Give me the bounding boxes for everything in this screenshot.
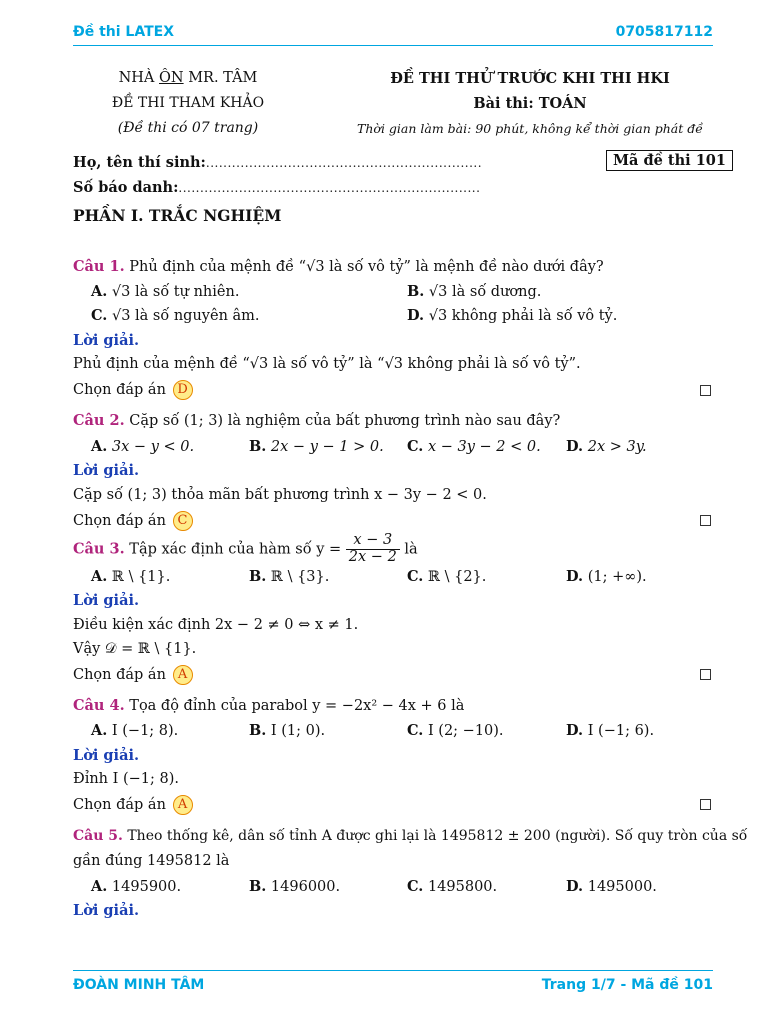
- option-label: D.: [407, 307, 425, 324]
- exam-title: ĐỀ THI THỬ TRƯỚC KHI THI HKI: [390, 70, 670, 87]
- question-label: Câu 1.: [73, 258, 125, 275]
- end-proof-box: [700, 385, 711, 396]
- option-text: I (1; 0).: [270, 723, 326, 739]
- option-text: (1; +∞).: [587, 569, 647, 585]
- option-c: [407, 568, 486, 585]
- option-c: [407, 438, 541, 455]
- option-c: [407, 722, 504, 739]
- end-proof-box: [700, 799, 711, 810]
- option-text: I (−1; 8).: [111, 723, 179, 739]
- option-b: [249, 438, 384, 455]
- exam-code: Mã đề thi 101: [606, 150, 733, 171]
- question-text-after: là: [404, 541, 418, 558]
- header-title: Đề thi LATEX: [73, 24, 175, 40]
- option-label: C.: [407, 568, 424, 585]
- answer-circle: A: [173, 795, 193, 815]
- question-label: Câu 3.: [73, 540, 125, 558]
- option-label: A.: [91, 878, 108, 895]
- question-text: Theo thống kê, dân số tỉnh A được ghi lại là 1495812 ± 200 (người). Số quy tròn của số: [127, 828, 748, 844]
- choose-label: Chọn đáp án: [73, 513, 166, 529]
- option-text: √3 là số nguyên âm.: [111, 308, 260, 324]
- question-label: Câu 4.: [73, 697, 125, 714]
- solution-text: Điều kiện xác định 2x − 2 ≠ 0 ⇔ x ≠ 1.: [73, 617, 359, 633]
- choose-label: Chọn đáp án: [73, 382, 166, 398]
- end-proof-box: [700, 669, 711, 680]
- solution-label: Lời giải.: [73, 592, 140, 609]
- option-label: B.: [249, 438, 267, 455]
- option-d: [566, 878, 657, 895]
- option-a: [91, 878, 181, 895]
- option-label: C.: [91, 307, 108, 324]
- question-5: [73, 828, 747, 844]
- solution-label: Lời giải.: [73, 462, 140, 479]
- option-text: 2x > 3y.: [587, 439, 647, 455]
- option-d: [566, 568, 647, 585]
- question-1: [73, 258, 604, 275]
- option-text: 1496000.: [270, 879, 341, 895]
- header-rule: [73, 45, 713, 46]
- option-a: [91, 568, 170, 585]
- option-b: [249, 722, 325, 739]
- question-text-cont: gần đúng 1495812 là: [73, 853, 230, 869]
- exam-code-box: [606, 152, 733, 169]
- option-text: 2x − y − 1 > 0.: [270, 439, 384, 455]
- solution-text: Vậy 𝒟 = ℝ \ {1}.: [73, 641, 197, 657]
- footer-author: ĐOÀN MINH TÂM: [73, 977, 205, 993]
- section-title: PHẦN I. TRẮC NGHIỆM: [73, 206, 282, 225]
- option-label: A.: [91, 438, 108, 455]
- option-d: [566, 722, 654, 739]
- option-a: [91, 722, 178, 739]
- option-text: 3x − y < 0.: [111, 439, 195, 455]
- option-text: 1495000.: [587, 879, 657, 895]
- question-text: Tọa độ đỉnh của parabol y = −2x² − 4x + 6 là: [129, 698, 465, 714]
- solution-text: Phủ định của mệnh đề “√3 là số vô tỷ” là “√3 không phải là số vô tỷ”.: [73, 356, 581, 372]
- question-4: [73, 697, 464, 714]
- option-d: [407, 307, 617, 324]
- solution-text: Đỉnh I (−1; 8).: [73, 771, 179, 787]
- exam-type: ĐỀ THI THAM KHẢO: [111, 95, 265, 111]
- solution-text: Cặp số (1; 3) thỏa mãn bất phương trình x − 3y − 2 < 0.: [73, 487, 487, 503]
- student-id-label: Số báo danh:: [73, 179, 179, 196]
- option-text: ℝ \ {3}.: [270, 569, 330, 585]
- option-b: [249, 568, 329, 585]
- option-label: C.: [407, 438, 424, 455]
- question-label: Câu 2.: [73, 412, 125, 429]
- question-text: Phủ định của mệnh đề “√3 là số vô tỷ” là mệnh đề nào dưới đây?: [129, 259, 604, 275]
- solution-label: Lời giải.: [73, 747, 140, 764]
- option-label: A.: [91, 283, 108, 300]
- time-note: Thời gian làm bài: 90 phút, không kể thời gian phát đề: [357, 121, 703, 136]
- option-c: [407, 878, 497, 895]
- question-text: Cặp số (1; 3) là nghiệm của bất phương trình nào sau đây?: [129, 413, 561, 429]
- question-2: [73, 412, 560, 429]
- option-label: C.: [407, 878, 424, 895]
- option-b: [407, 283, 541, 300]
- answer-circle: A: [173, 665, 193, 685]
- option-text: I (2; −10).: [427, 723, 504, 739]
- student-id-dots: ......................................................................: [178, 181, 481, 195]
- question-text: Tập xác định của hàm số y =: [129, 541, 342, 558]
- answer-line: [73, 380, 193, 400]
- answer-line: [73, 511, 193, 531]
- option-a: [91, 283, 239, 300]
- option-label: D.: [566, 438, 584, 455]
- option-label: B.: [249, 878, 267, 895]
- fraction-denominator: 2x − 2: [348, 548, 397, 565]
- student-name-line: [73, 154, 482, 171]
- option-label: A.: [91, 568, 108, 585]
- header-phone: 0705817112: [615, 24, 713, 40]
- question-3: [73, 533, 418, 566]
- option-a: [91, 438, 194, 455]
- question-label: Câu 5.: [73, 828, 123, 844]
- function-fraction: [346, 533, 400, 566]
- option-d: [566, 438, 647, 455]
- answer-circle: C: [173, 511, 193, 531]
- pages-note: (Đề thi có 07 trang): [117, 120, 259, 136]
- student-name-label: Họ, tên thí sinh:: [73, 154, 206, 171]
- solution-label: Lời giải.: [73, 902, 140, 919]
- option-label: D.: [566, 722, 584, 739]
- option-label: A.: [91, 722, 108, 739]
- option-label: D.: [566, 878, 584, 895]
- footer-rule: [73, 970, 713, 971]
- option-c: [91, 307, 260, 324]
- option-text: ℝ \ {1}.: [111, 569, 171, 585]
- answer-circle: D: [173, 380, 193, 400]
- solution-label: Lời giải.: [73, 332, 140, 349]
- student-name-dots: ................................................................: [205, 156, 483, 170]
- footer-page: Trang 1/7 - Mã đề 101: [541, 977, 713, 993]
- answer-line: [73, 665, 193, 685]
- choose-label: Chọn đáp án: [73, 797, 166, 813]
- student-id-line: [73, 179, 480, 196]
- answer-line: [73, 795, 193, 815]
- end-proof-box: [700, 515, 711, 526]
- option-text: I (−1; 6).: [587, 723, 655, 739]
- option-label: B.: [249, 722, 267, 739]
- school-name: NHÀ ÔN MR. TÂM: [118, 70, 258, 86]
- option-text: 1495800.: [427, 879, 498, 895]
- option-text: x − 3y − 2 < 0.: [427, 439, 541, 455]
- option-text: √3 là số dương.: [428, 284, 542, 300]
- option-label: B.: [407, 283, 425, 300]
- fraction-numerator: x − 3: [346, 533, 400, 550]
- exam-subject: Bài thi: TOÁN: [473, 95, 587, 112]
- option-label: C.: [407, 722, 424, 739]
- option-text: √3 không phải là số vô tỷ.: [428, 308, 618, 324]
- option-text: √3 là số tự nhiên.: [111, 284, 240, 300]
- option-text: 1495900.: [111, 879, 182, 895]
- option-label: D.: [566, 568, 584, 585]
- option-text: ℝ \ {2}.: [427, 569, 487, 585]
- option-b: [249, 878, 340, 895]
- option-label: B.: [249, 568, 267, 585]
- choose-label: Chọn đáp án: [73, 667, 166, 683]
